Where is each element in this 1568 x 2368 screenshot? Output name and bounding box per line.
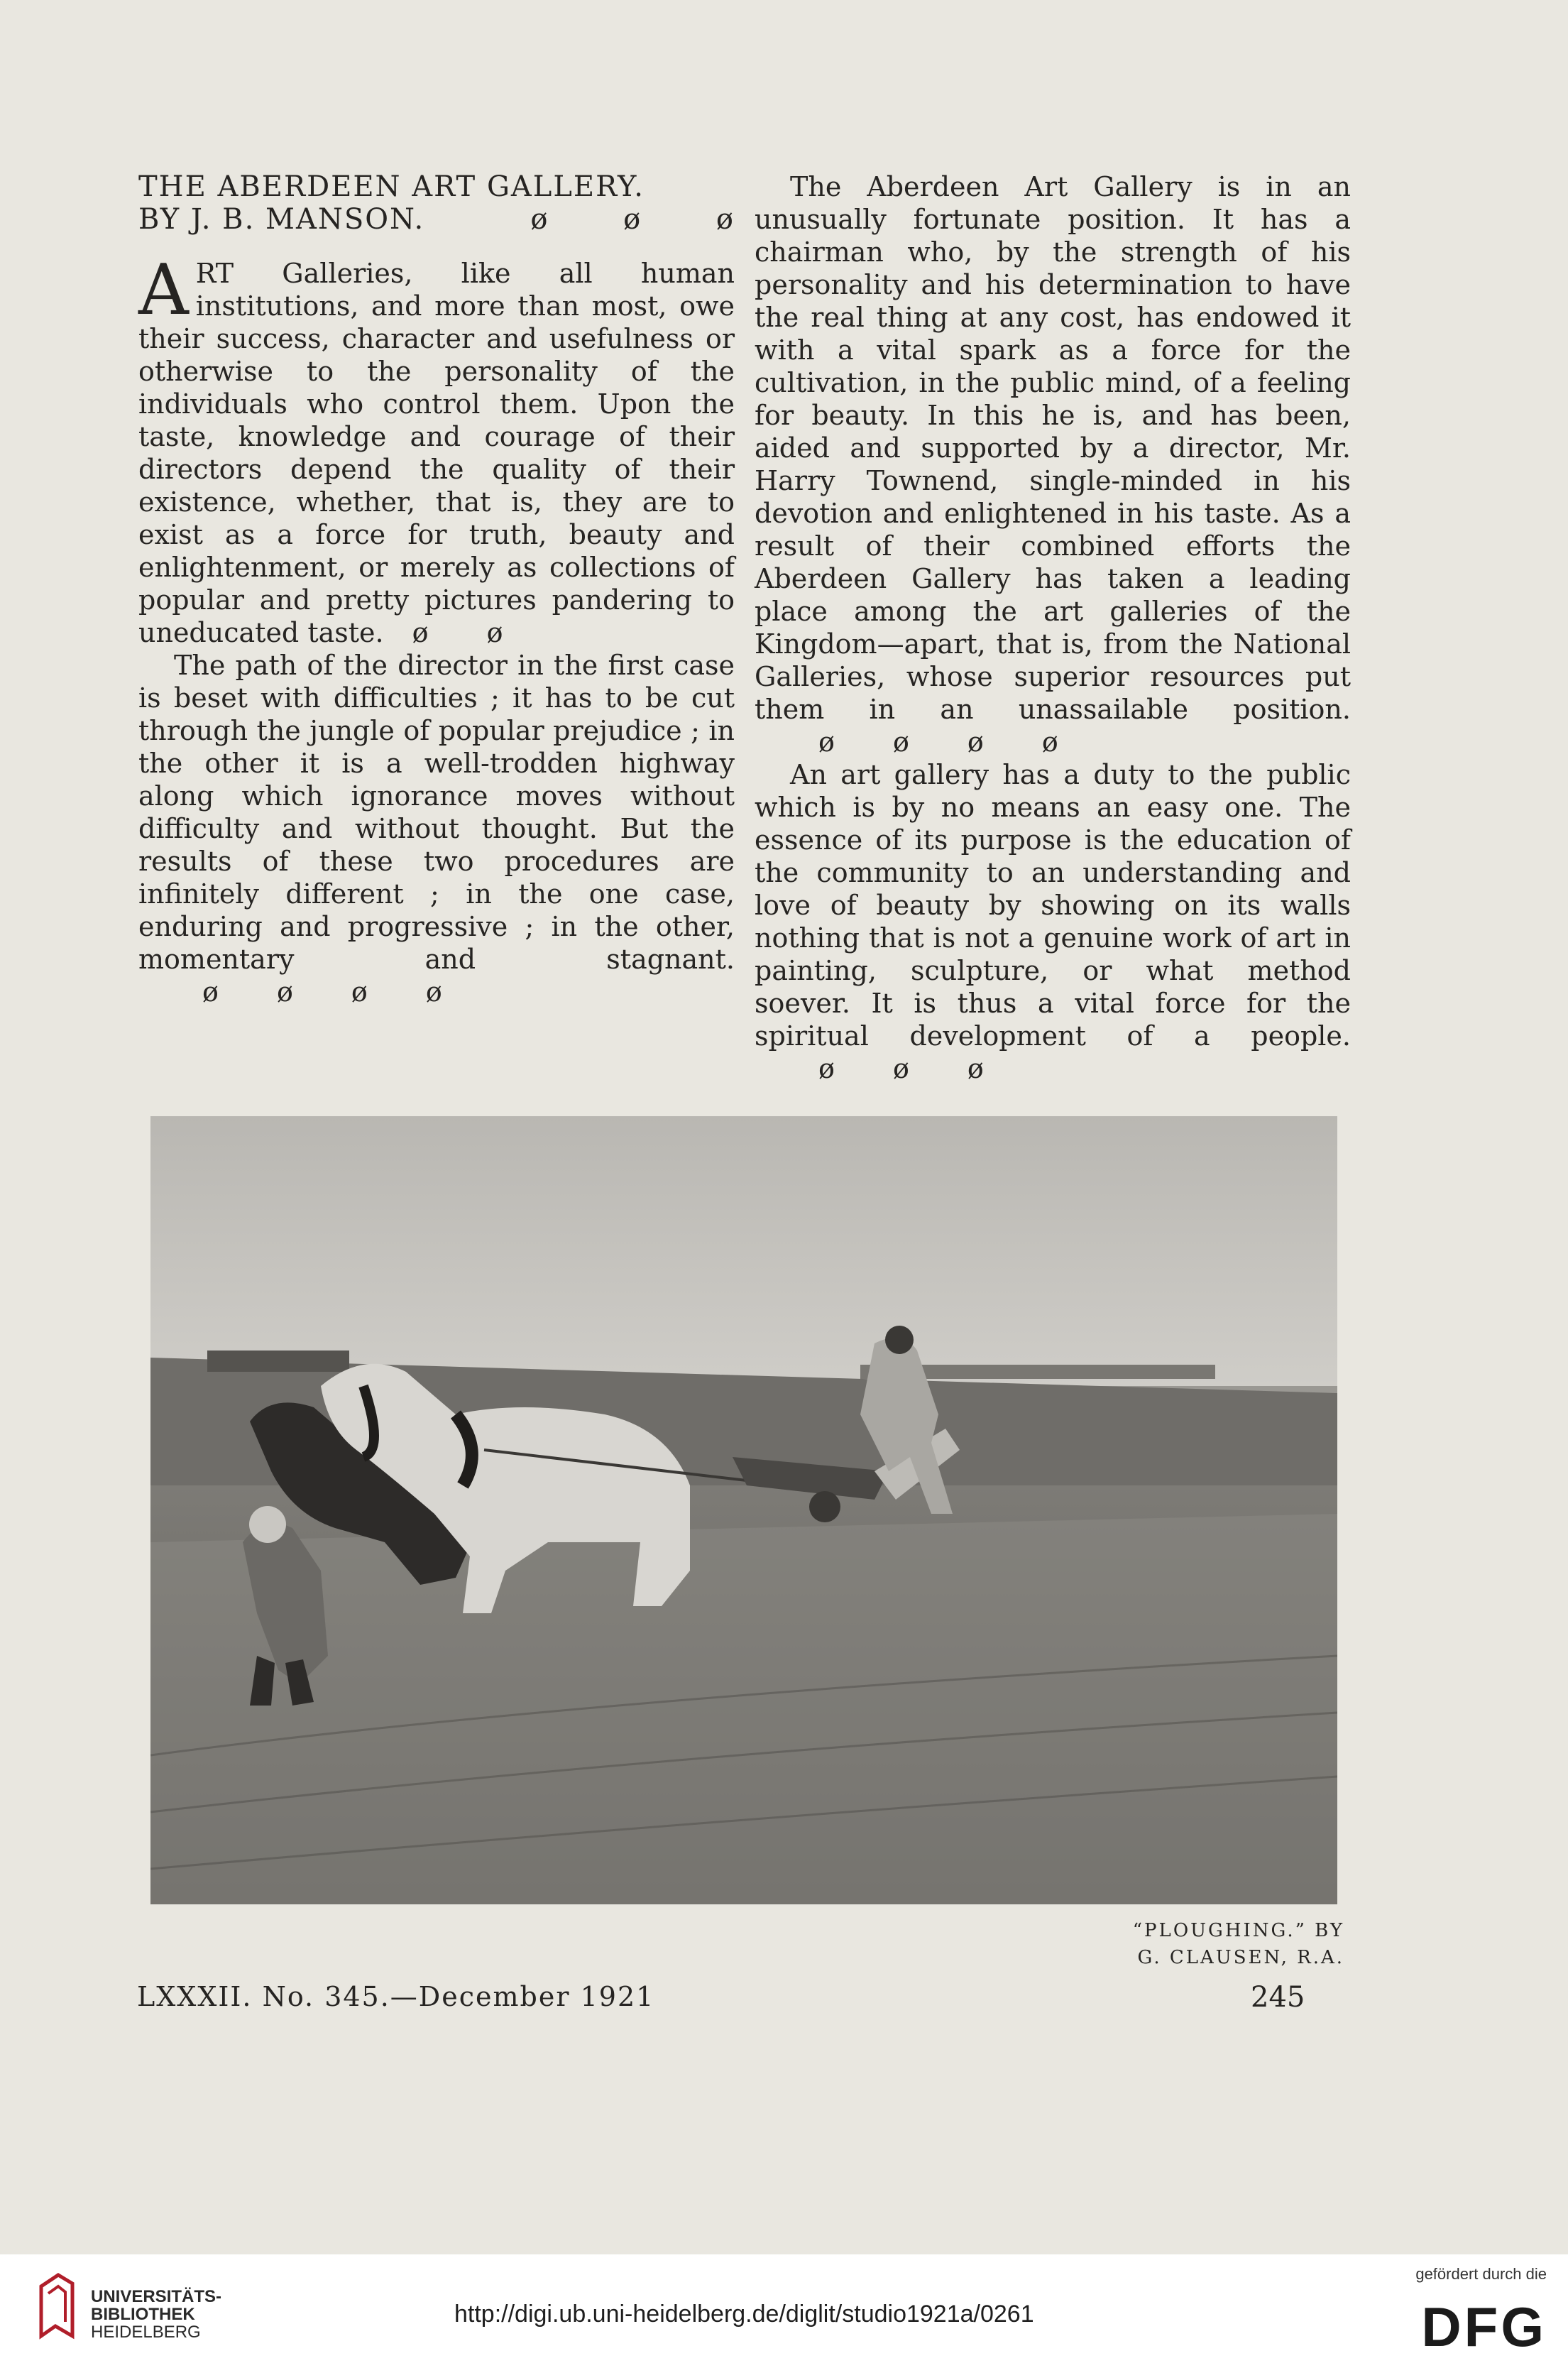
library-name-line-2: BIBLIOTHEK: [91, 2305, 195, 2324]
page-number: 245: [1251, 1981, 1305, 2014]
drop-cap: A: [138, 250, 189, 331]
funded-by-label: gefördert durch die: [1415, 2265, 1547, 2283]
leaf-ornaments: ø ø ø ø: [818, 726, 1058, 758]
volume-issue-line: LXXXII. No. 345.—December 1921: [137, 1981, 655, 2012]
dfg-logo: DFG: [1421, 2296, 1547, 2358]
leaf-ornaments: ø ø ø ø: [202, 976, 442, 1008]
ploughing-painting-plate: [150, 1116, 1337, 1904]
paragraph-2-text: The path of the director in the first case is beset with difficulties ; it has to be cut through the jungle of popular prejudice ; in the other it is a well-trodden highway along which ignorance moves without difficulty and without thought. But the results of these two procedures are infinitely different ; in the one case, enduring and progressive ; in the other, momentary and stagnant.: [138, 650, 735, 975]
paragraph-1-text: RT Galleries, like all human institutions, and more than most, owe their success, character and usefulness or otherwise to the personality of the individuals who control them. Upon the taste, knowledge and courage of their directors depend the quality of their existence, whether, that is, they are to exist as a force for truth, beauty and enlightenment, or merely as collections of popular and pretty pictures pandering to uneducated taste.: [138, 258, 735, 648]
illustration-caption: [1133, 1917, 1344, 1971]
caption-title: “PLOUGHING.” BY: [1132, 1920, 1344, 1941]
ploughing-painting-image: [150, 1116, 1337, 1904]
right-column: [755, 170, 1351, 1085]
library-name: [91, 2288, 221, 2341]
paragraph-4-text: An art gallery has a duty to the public which is by no means an easy one. The essence of its purpose is the education of the community to an understanding and love of beauty by showing on its walls nothing that is not a genuine work of art in painting, sculpture, or what method soever. It is thus a vital force for the spiritual development of a people.: [755, 759, 1351, 1052]
leaf-ornaments: ø ø ø: [530, 203, 735, 236]
library-logo-icon: [37, 2272, 77, 2340]
paragraph-2: [138, 649, 735, 1008]
paragraph-3: [755, 170, 1351, 758]
left-column: [138, 170, 735, 1008]
paragraph-1: [138, 250, 735, 649]
leaf-ornaments: ø ø: [412, 617, 503, 648]
paragraph-3-text: The Aberdeen Art Gallery is in an unusually fortunate position. It has a chairman who, by the strength of his personality and his determination to have the real thing at any cost, has endowed it with a vital spark as a force for the cultivation, in the public mind, of a feeling for beauty. In this he is, and has been, aided and supported by a director, Mr. Harry Townend, single-minded in his devotion and enlightened in his taste. As a result of their combined efforts the Aberdeen Gallery has taken a leading place among the art galleries of the Kingdom—apart, that is, from the National Galleries, whose superior resources put them in an unassailable position.: [755, 171, 1351, 725]
article-byline: [138, 203, 735, 236]
caption-artist: G. CLAUSEN, R.A.: [1137, 1947, 1344, 1968]
paragraph-4: [755, 758, 1351, 1085]
library-name-line-3: HEIDELBERG: [91, 2323, 201, 2342]
leaf-ornaments: ø ø ø: [818, 1053, 984, 1084]
byline-text: BY J. B. MANSON.: [138, 203, 425, 236]
article-title: [138, 170, 735, 203]
title-line-1: THE ABERDEEN ART GALLERY.: [138, 170, 645, 203]
library-name-line-1: UNIVERSITÄTS-: [91, 2287, 222, 2306]
permalink-url[interactable]: http://digi.ub.uni-heidelberg.de/diglit/studio1921a/0261: [454, 2301, 1034, 2328]
